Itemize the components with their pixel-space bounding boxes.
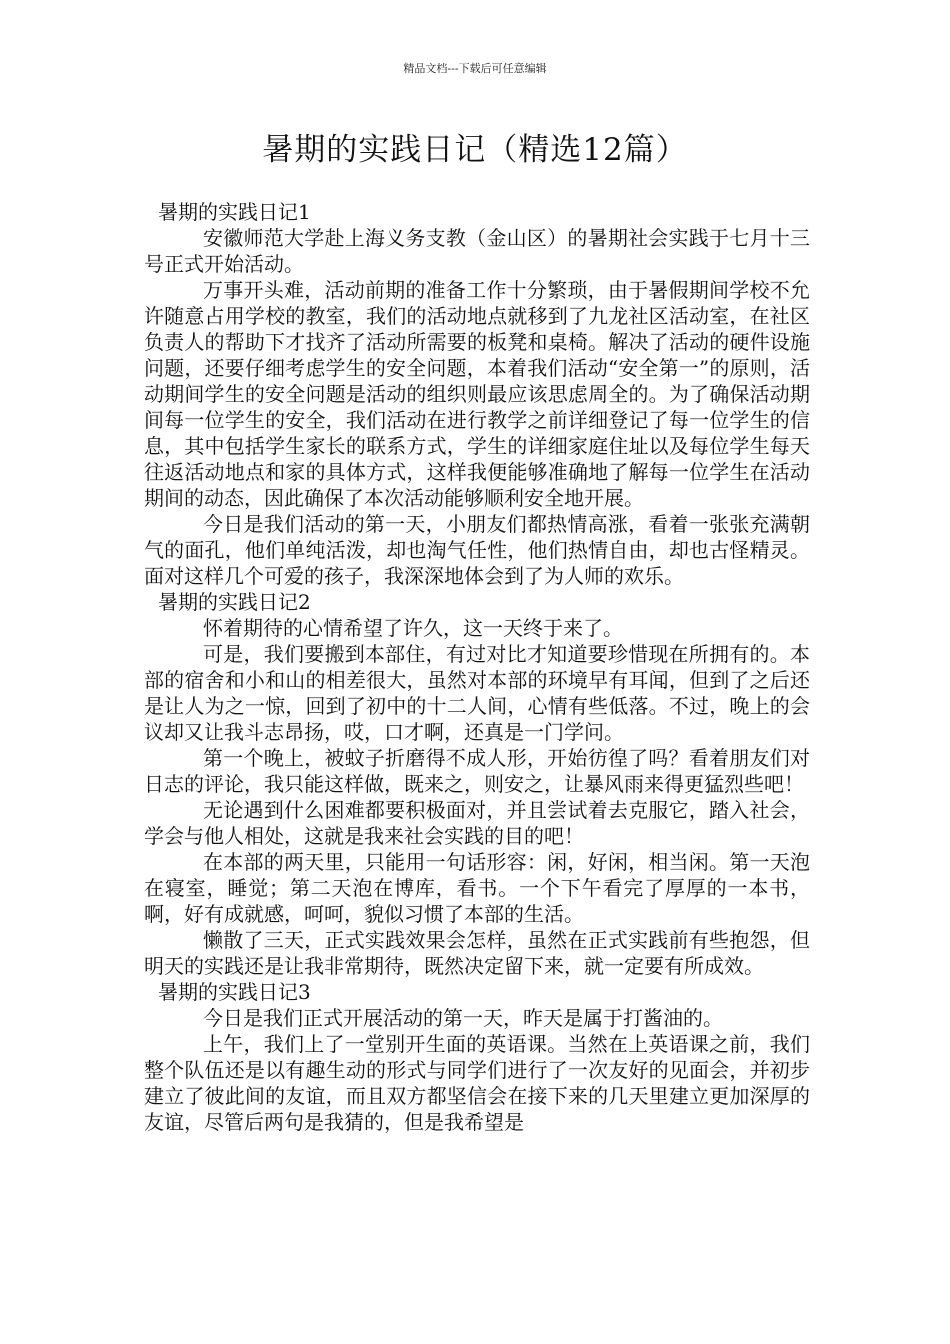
section-heading-3: 暑期的实践日记3	[158, 980, 311, 1004]
document-body	[144, 199, 810, 1135]
paragraph: 第一个晚上，被蚊子折磨得不成人形，开始彷徨了吗？看着朋友们对日志的评论，我只能这样做，既来之，则安之，让暴风雨来得更猛烈些吧！	[144, 746, 810, 796]
paragraph: 万事开头难，活动前期的准备工作十分繁琐，由于暑假期间学校不允许随意占用学校的教室，我们的活动地点就移到了九龙社区活动室，在社区负责人的帮助下才找齐了活动所需要的板凳和桌椅。解决了活动的硬件设施问题，还要仔细考虑学生的安全问题，本着我们活动“安全第一”的原则，活动期间学生的安全问题是活动的组织则最应该思虑周全的。为了确保活动期间每一位学生的安全，我们活动在进行教学之前详细登记了每一位学生的信息，其中包括学生家长的联系方式，学生的详细家庭住址以及每位学生每天往返活动地点和家的具体方式，这样我便能够准确地了解每一位学生在活动期间的动态，因此确保了本次活动能够顺利安全地开展。	[144, 278, 810, 510]
paragraph: 在本部的两天里，只能用一句话形容：闲，好闲，相当闲。第一天泡在寝室，睡觉；第二天泡在博库，看书。一个下午看完了厚厚的一本书，啊，好有成就感，呵呵，貌似习惯了本部的生活。	[144, 850, 810, 926]
paragraph: 可是，我们要搬到本部住，有过对比才知道要珍惜现在所拥有的。本部的宿舍和小和山的相差很大，虽然对本部的环境早有耳闻，但到了之后还是让人为之一惊，回到了初中的十二人间，心情有些低落。不过，晚上的会议却又让我斗志昂扬，哎，口才啊，还真是一门学问。	[144, 642, 810, 744]
paragraph: 上午，我们上了一堂别开生面的英语课。当然在上英语课之前，我们整个队伍还是以有趣生动的形式与同学们进行了一次友好的见面会，并初步建立了彼此间的友谊，而且双方都坚信会在接下来的几天里建立更加深厚的友谊，尽管后两句是我猜的，但是我希望是	[144, 1032, 810, 1134]
page-header: 精品文档---下载后可任意编辑	[403, 62, 547, 75]
section-heading-2: 暑期的实践日记2	[158, 590, 311, 614]
section-heading-1: 暑期的实践日记1	[158, 200, 311, 224]
paragraph: 无论遇到什么困难都要积极面对，并且尝试着去克服它，踏入社会，学会与他人相处，这就是我来社会实践的目的吧！	[144, 798, 810, 848]
paragraph: 今日是我们正式开展活动的第一天，昨天是属于打酱油的。	[203, 1006, 723, 1030]
document-title: 暑期的实践日记（精选12篇）	[262, 132, 688, 168]
paragraph: 怀着期待的心情希望了许久，这一天终于来了。	[203, 616, 623, 640]
paragraph: 安徽师范大学赴上海义务支教（金山区）的暑期社会实践于七月十三号正式开始活动。	[144, 226, 810, 276]
paragraph: 懒散了三天，正式实践效果会怎样，虽然在正式实践前有些抱怨，但明天的实践还是让我非常期待，既然决定留下来，就一定要有所成效。	[144, 928, 810, 978]
paragraph: 今日是我们活动的第一天，小朋友们都热情高涨，看着一张张充满朝气的面孔，他们单纯活泼，却也淘气任性，他们热情自由，却也古怪精灵。面对这样几个可爱的孩子，我深深地体会到了为人师的欢乐。	[144, 512, 810, 588]
